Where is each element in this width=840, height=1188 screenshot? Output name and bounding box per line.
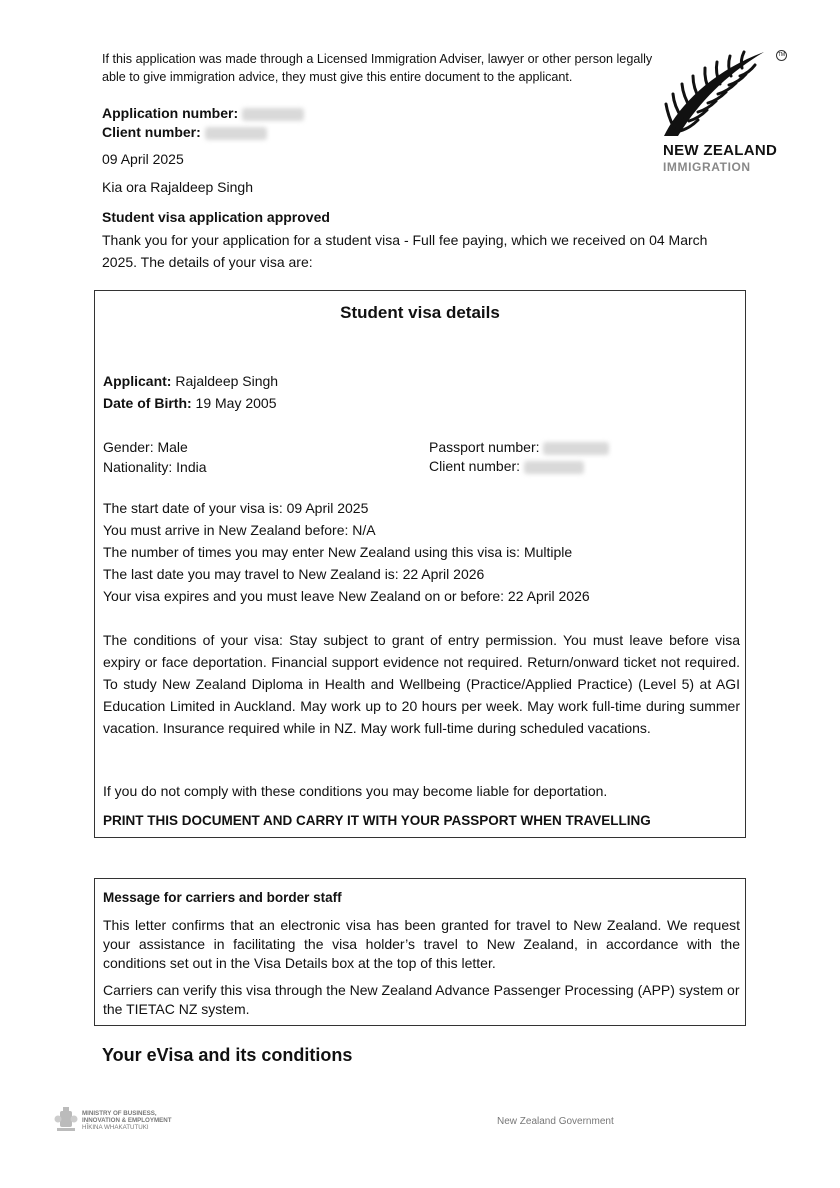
letter-date: 09 April 2025 bbox=[102, 151, 184, 167]
start-date: The start date of your visa is: 09 April 2025 bbox=[103, 500, 369, 516]
applicant-row bbox=[103, 373, 278, 389]
approval-heading: Student visa application approved bbox=[102, 209, 330, 225]
last-travel-date: The last date you may travel to New Zealand is: 22 April 2026 bbox=[103, 566, 485, 582]
logo-immigration: IMMIGRATION bbox=[663, 160, 751, 174]
greeting: Kia ora Rajaldeep Singh bbox=[102, 179, 253, 195]
evisa-heading: Your eVisa and its conditions bbox=[102, 1045, 353, 1065]
logo-new-zealand: NEW ZEALAND bbox=[663, 142, 778, 159]
redacted-box-client-number bbox=[524, 461, 584, 474]
carriers-title: Message for carriers and border staff bbox=[103, 890, 342, 905]
application-number bbox=[102, 105, 304, 121]
coat-of-arms-icon bbox=[54, 1107, 78, 1133]
nz-immigration-logo bbox=[660, 48, 786, 178]
applicant-value: Rajaldeep Singh bbox=[171, 373, 279, 389]
dob-label: Date of Birth: bbox=[103, 395, 192, 411]
mbie-line-1: MINISTRY OF BUSINESS, bbox=[82, 1110, 157, 1117]
redacted-client-number bbox=[205, 127, 267, 140]
dob-row bbox=[103, 395, 277, 411]
passport-label: Passport number: bbox=[429, 439, 540, 455]
client-number-label: Client number: bbox=[102, 124, 201, 140]
mbie-text bbox=[82, 1110, 172, 1131]
nationality: Nationality: India bbox=[103, 459, 207, 475]
comply-warning: If you do not comply with these conditions you may become liable for deportation. bbox=[103, 783, 608, 799]
carriers-message-box bbox=[94, 878, 746, 1026]
mbie-line-3: HĪKINA WHAKATUTUKI bbox=[82, 1124, 149, 1131]
expiry-date: Your visa expires and you must leave New Zealand on or before: 22 April 2026 bbox=[103, 588, 590, 604]
redacted-application-number bbox=[242, 108, 304, 121]
client-number bbox=[102, 124, 267, 140]
visa-conditions: The conditions of your visa: Stay subject to grant of entry permission. You must leave before visa expiry or face deportation. Financial support evidence not required. Return/onward ticket not required. To study New Zealand Diploma in Health and Wellbeing (Practice/Applied Practice) (Level 5) at AGI Education Limited in Auckland. May work up to 20 hours per week. May work full-time during summer vacation. Insurance required while in NZ. May work full-time during scheduled vacations. bbox=[103, 632, 740, 736]
gender: Gender: Male bbox=[103, 439, 188, 455]
visa-details-box bbox=[94, 290, 746, 838]
visa-details-title: Student visa details bbox=[340, 303, 500, 322]
thanks-paragraph: Thank you for your application for a student visa - Full fee paying, which we received on 04 March 2025. The details of your visa are: bbox=[102, 232, 708, 270]
print-instruction: PRINT THIS DOCUMENT AND CARRY IT WITH YOUR PASSPORT WHEN TRAVELLING bbox=[103, 813, 651, 828]
box-client-label: Client number: bbox=[429, 458, 521, 474]
trademark-mark: TM bbox=[776, 50, 787, 61]
application-number-label: Application number: bbox=[102, 105, 239, 121]
box-client-number bbox=[429, 458, 584, 474]
arrive-before: You must arrive in New Zealand before: N/A bbox=[103, 522, 376, 538]
passport-number bbox=[429, 439, 609, 455]
nz-government-logo: New Zealand Government bbox=[497, 1116, 614, 1127]
applicant-label: Applicant: bbox=[103, 373, 172, 389]
advisor-notice: If this application was made through a Licensed Immigration Adviser, lawyer or other person legally able to give immigration advice, they must give this entire document to the applicant. bbox=[102, 52, 653, 84]
redacted-passport-number bbox=[543, 442, 609, 455]
silver-fern-icon bbox=[660, 48, 770, 138]
carriers-paragraph-2: Carriers can verify this visa through the New Zealand Advance Passenger Processing (APP) system or the TIETAC NZ system. bbox=[103, 982, 740, 1017]
dob-value: 19 May 2005 bbox=[191, 395, 277, 411]
entries: The number of times you may enter New Zealand using this visa is: Multiple bbox=[103, 544, 573, 560]
mbie-line-2: INNOVATION & EMPLOYMENT bbox=[82, 1117, 172, 1124]
mbie-logo bbox=[54, 1107, 254, 1137]
carriers-paragraph-1: This letter confirms that an electronic visa has been granted for travel to New Zealand. We request your assistance in facilitating the visa holder’s travel to New Zealand, in accordance with the conditions set out in the Visa Details box at the top of this letter. bbox=[103, 917, 740, 971]
